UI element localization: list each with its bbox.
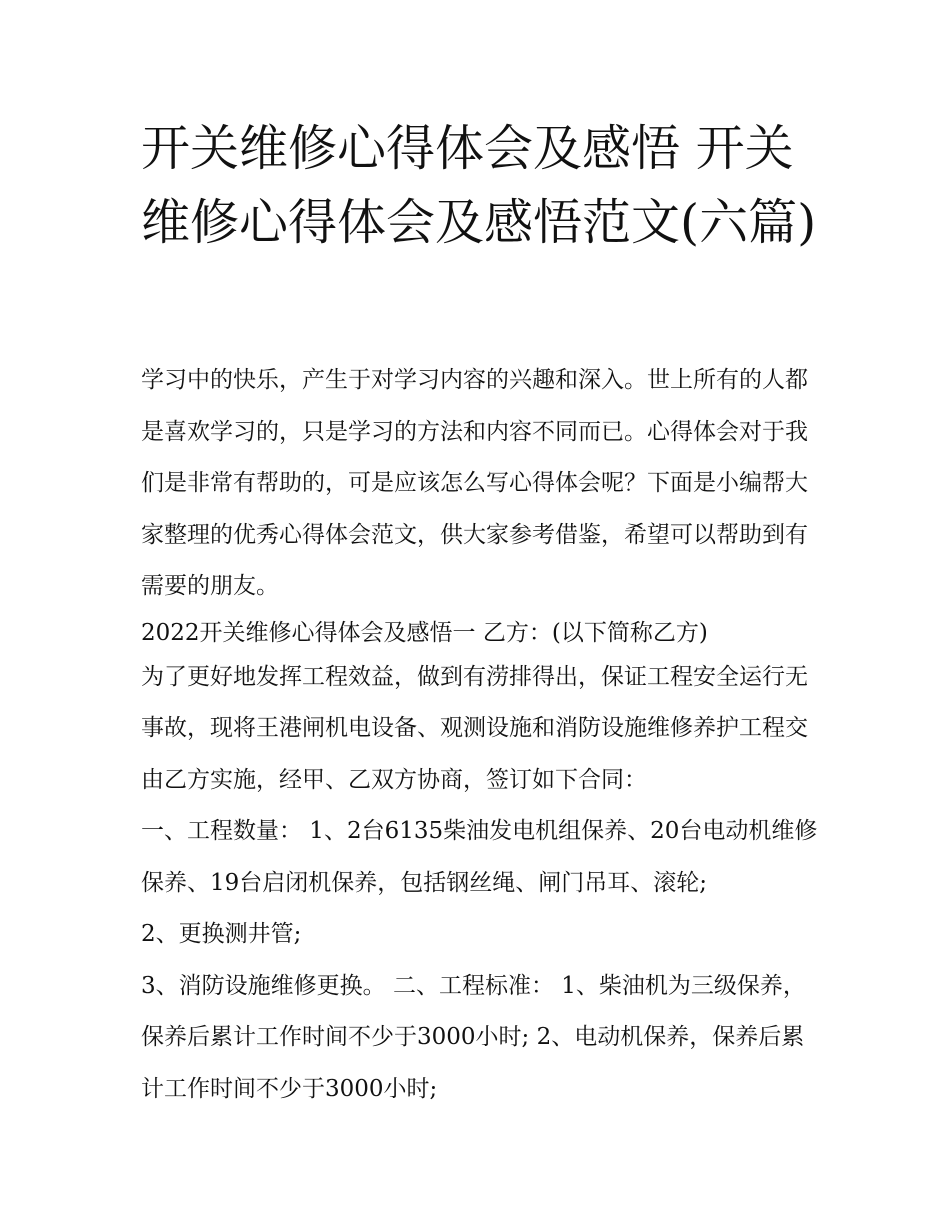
intro-paragraph: 学习中的快乐，产生于对学习内容的兴趣和深入。世上所有的人都是喜欢学习的，只是学习的方法和内容不同而已。心得体会对于我们是非常有帮助的，可是应该怎么写心得体会呢？下面是小编帮大家整理的优秀心得体会范文，供大家参考借鉴，希望可以帮助到有需要的朋友。 [141, 367, 808, 599]
document-title: 开关维修心得体会及感悟 开关维修心得体会及感悟范文(六篇) [141, 120, 817, 251]
document-body [141, 355, 821, 1115]
contract-paragraph: 为了更好地发挥工程效益，做到有涝排得出，保证工程安全运行无事故，现将王港闸机电设备、观测设施和消防设施维修养护工程交由乙方实施，经甲、乙双方协商，签订如下合同： [141, 663, 808, 793]
work-item-paragraph: 2、更换测井管; [141, 921, 302, 947]
work-quantity-paragraph: 一、工程数量： 1、2台6135柴油发电机组保养、20台电动机维修保养、19台启闭机保养，包括钢丝绳、闸门吊耳、滚轮; [141, 818, 818, 896]
work-standard-paragraph: 3、消防设施维修更换。 二、工程标准： 1、柴油机为三级保养，保养后累计工作时间不少于3000小时; 2、电动机保养，保养后累计工作时间不少于3000小时; [141, 972, 806, 1102]
section-heading: 2022开关维修心得体会及感悟一 乙方：(以下简称乙方) [141, 619, 708, 646]
